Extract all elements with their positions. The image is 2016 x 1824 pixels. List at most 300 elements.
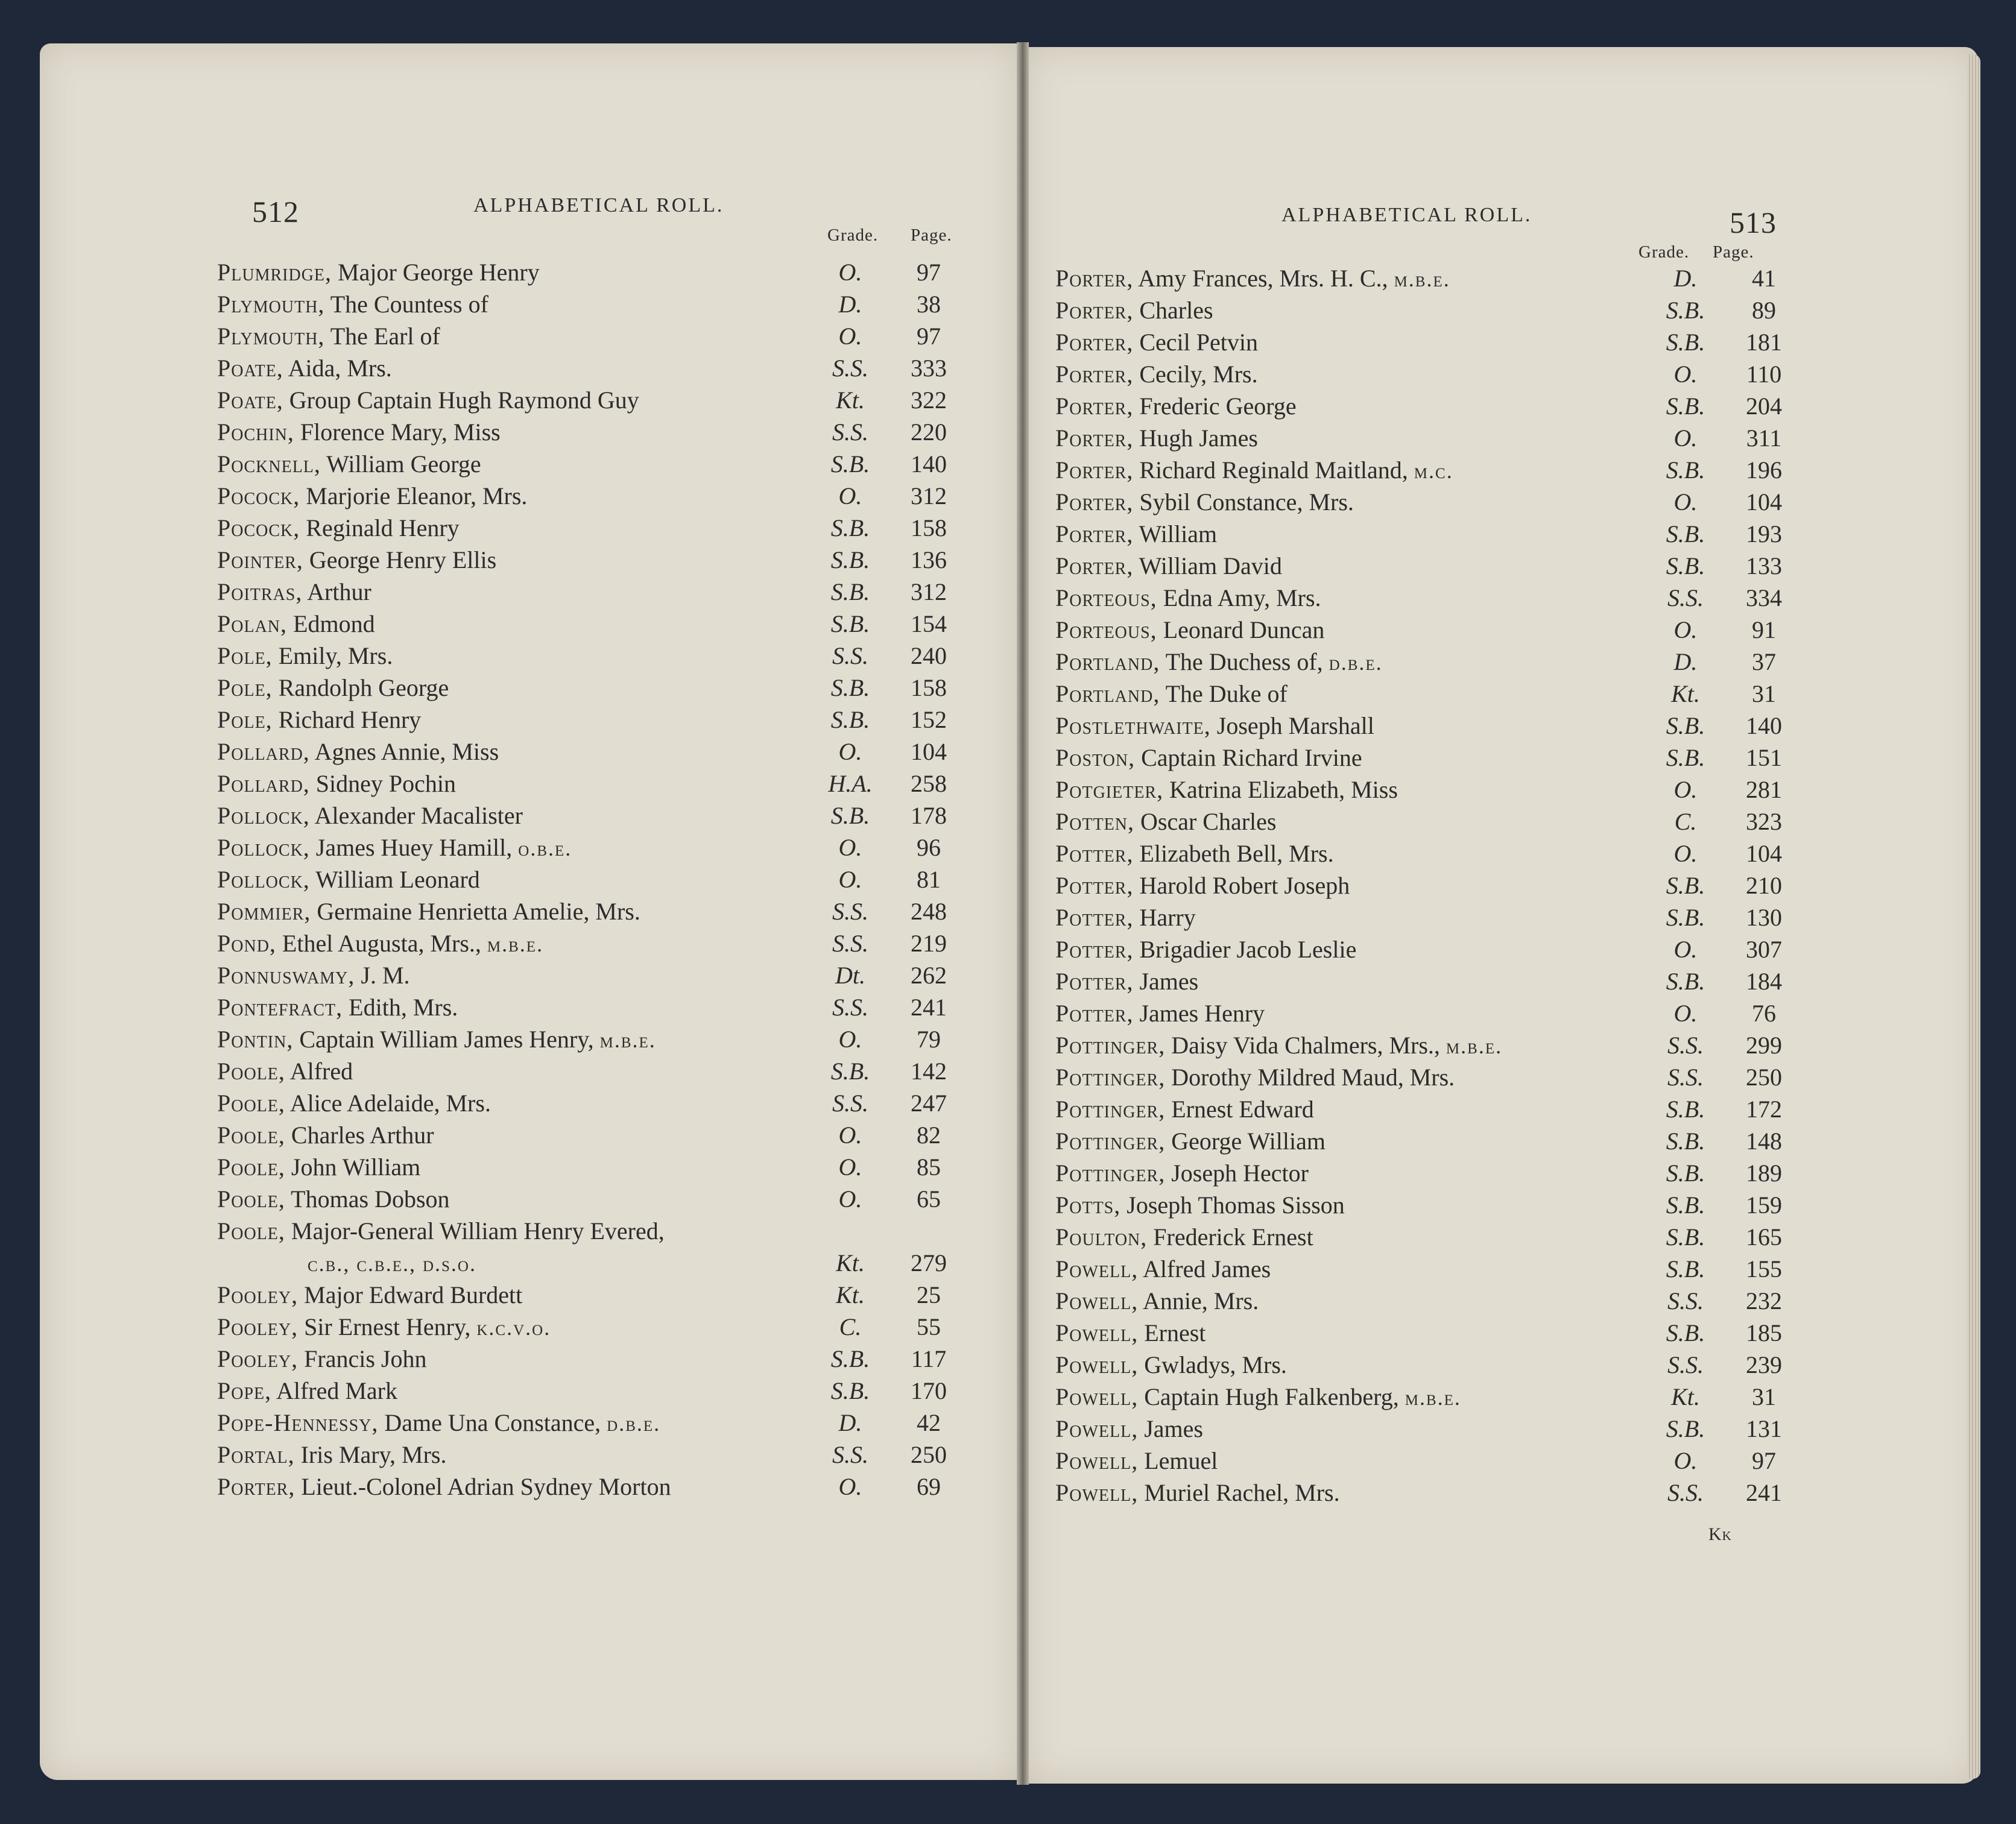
entry-surname: Pope-Hennessy, [217,1409,379,1436]
entry-given-names: Dorothy Mildred Maud, Mrs. [1165,1064,1455,1091]
entry-name [1055,869,1350,903]
entry-page: 81 [917,866,941,893]
page-edges [1967,54,1980,1779]
entry-page: 240 [911,642,947,669]
roll-entry [217,480,983,512]
entry-surname: Pollock, [217,866,310,893]
entry-name [1055,1189,1345,1222]
entry-surname: Polan, [217,610,288,637]
entry-honours: m.b.e. [487,932,544,956]
entry-page: 158 [911,514,947,541]
entry-page: 250 [1746,1064,1782,1091]
entry-grade: D. [838,1409,862,1436]
entry-page: 151 [1746,744,1782,771]
roll-entry [217,384,983,416]
entry-surname: Poston, [1055,744,1136,771]
entry-grade: S.B. [830,1058,870,1085]
entry-surname: Pochin, [217,418,294,446]
entry-given-names: Frederic George [1133,393,1297,420]
entry-given-names: Captain Hugh Falkenberg, [1138,1383,1405,1410]
entry-grade: O. [838,1026,862,1053]
entry-surname: Powell, [1055,1479,1139,1506]
entry-page: 42 [917,1409,941,1436]
entry-given-names: The Countess of [324,291,488,318]
roll-entry [1055,454,1821,486]
entry-grade: Kt. [1671,680,1700,707]
entry-page: 262 [911,962,947,989]
entry-grade: O. [1673,776,1698,803]
entry-surname: Poole, [217,1058,285,1085]
entry-surname: Pooley, [217,1281,299,1308]
entry-surname: Powell, [1055,1383,1139,1410]
entry-given-names: Amy Frances, Mrs. H. C., [1133,265,1394,292]
entry-given-names: Aida, Mrs. [283,355,392,382]
roll-entry [217,320,983,352]
entry-given-names: Annie, Mrs. [1138,1287,1259,1314]
entry-given-names: Alexander Macalister [309,802,523,829]
entry-surname: Pottinger, [1055,1096,1166,1123]
entry-name [217,544,496,577]
entry-surname: Plymouth, [217,291,325,318]
entry-given-names: The Duke of [1160,680,1288,707]
entry-given-names: Richard Henry [272,706,422,733]
entry-name [1055,550,1282,583]
entry-page: 104 [911,738,947,765]
entry-given-names: Cecily, Mrs. [1133,361,1258,388]
entry-honours: m.b.e. [1394,267,1450,291]
roll-entry [1055,774,1821,806]
entry-honours: d.b.e. [1329,651,1383,675]
entry-grade: S.S. [832,642,868,669]
entry-given-names: Major George Henry [332,259,540,286]
entry-surname: Pooley, [217,1345,299,1372]
entry-page: 189 [1746,1160,1782,1187]
entry-grade: Kt. [836,387,865,414]
entry-name [217,1279,522,1312]
entry-page: 311 [1746,424,1782,452]
entry-name [1055,518,1217,551]
entry-surname: Porter, [1055,424,1134,452]
entry-given-names: Group Captain Hugh Raymond Guy [283,387,639,414]
entry-page: 25 [917,1281,941,1308]
entry-grade: S.B. [1666,552,1705,579]
signature-mark: Kk [1708,1524,1732,1544]
entry-grade: O. [1673,616,1698,643]
entry-given-names: Alice Adelaide, Mrs. [285,1090,491,1117]
roll-entry [217,352,983,384]
page-number: 512 [252,195,299,229]
entry-grade: D. [1673,648,1698,675]
entry-grade: O. [838,1185,862,1213]
entry-name [308,1247,476,1280]
entry-surname: Potter, [1055,1000,1134,1027]
entry-name [217,1407,660,1440]
entry-surname: Powell, [1055,1255,1139,1283]
entry-grade: S.B. [1666,297,1705,324]
entry-given-names: Captain William James Henry, [293,1026,600,1053]
entry-page: 142 [911,1058,947,1085]
entry-grade: H.A. [828,770,873,797]
entry-given-names: Sir Ernest Henry, [298,1313,477,1340]
entry-surname: Powell, [1055,1447,1139,1474]
entry-given-names: Sybil Constance, Mrs. [1133,488,1354,516]
entry-given-names: J. M. [355,962,410,989]
roll-entry [1055,1157,1821,1189]
entry-given-names: Brigadier Jacob Leslie [1133,936,1357,963]
entry-given-names: Lemuel [1138,1447,1218,1474]
entry-page: 248 [911,898,947,925]
entry-name [1055,1413,1203,1446]
entry-page: 333 [911,355,947,382]
entry-grade: S.S. [832,418,868,446]
entry-name [1055,774,1398,807]
roll-entry [217,1151,983,1183]
entry-name [1055,678,1288,711]
entry-grade: O. [1673,1447,1698,1474]
entry-surname: Pooley, [217,1313,299,1340]
entry-name [217,1151,420,1184]
entry-given-names: Ernest [1138,1319,1206,1346]
entry-page: 184 [1746,968,1782,995]
entry-grade: S.B. [830,1345,870,1372]
entry-grade: S.B. [1666,1415,1705,1442]
entry-given-names: William Leonard [309,866,480,893]
entry-page: 258 [911,770,947,797]
roll-entry [217,448,983,480]
entry-grade: S.B. [1666,520,1705,548]
entry-given-names: The Duchess of, [1160,648,1329,675]
entry-page: 210 [1746,872,1782,899]
entry-name [217,512,460,545]
entry-grade: S.S. [832,898,868,925]
entry-given-names: Cecil Petvin [1133,329,1258,356]
entry-given-names: Harold Robert Joseph [1133,872,1350,899]
roll-entry [1055,358,1821,390]
entry-page: 37 [1752,648,1776,675]
entry-grade: S.B. [1666,456,1705,484]
roll-entry [217,832,983,863]
page-number: 513 [1730,206,1777,239]
roll-entry [217,256,983,288]
entry-surname: Porter, [217,1473,295,1500]
entry-surname: Pollard, [217,770,310,797]
entry-given-names: Leonard Duncan [1157,616,1325,643]
entry-grade: O. [838,738,862,765]
entry-given-names: Iris Mary, Mrs. [294,1441,447,1468]
entry-name [1055,933,1356,967]
entry-name [217,256,540,289]
entry-surname: Plymouth, [217,323,325,350]
entry-name [1055,1253,1271,1286]
entry-surname: Potter, [1055,968,1134,995]
entry-page: 312 [911,482,947,510]
entry-page: 281 [1746,776,1782,803]
entry-surname: Porter, [1055,393,1134,420]
roll-entry [217,1055,983,1087]
entry-honours: o.b.e. [518,836,572,860]
roll-entry [217,768,983,800]
entry-grade: S.B. [830,706,870,733]
entry-page: 41 [1752,265,1776,292]
entry-surname: Poole, [217,1185,285,1213]
roll-entry [1055,869,1821,901]
entry-surname: Pontefract, [217,994,343,1021]
entry-name [1055,806,1276,839]
entry-surname: Pontin, [217,1026,294,1053]
entry-grade: Kt. [836,1281,865,1308]
entry-surname: Poitras, [217,578,303,605]
entry-surname: Powell, [1055,1319,1139,1346]
entry-surname: Pottinger, [1055,1128,1166,1155]
roll-entry [217,736,983,768]
roll-entry [1055,1061,1821,1093]
entry-grade: D. [1673,265,1698,292]
entry-page: 76 [1752,1000,1776,1027]
roll-entry [217,863,983,895]
entry-grade: Dt. [835,962,865,989]
entry-given-names: Major-General William Henry Evered, [285,1217,665,1245]
entry-surname: Powell, [1055,1351,1139,1378]
entry-name [217,416,501,449]
entry-given-names: Elizabeth Bell, Mrs. [1133,840,1334,867]
entry-grade: S.B. [1666,744,1705,771]
entry-name [217,608,375,641]
entry-given-names: James Huey Hamill, [309,834,519,861]
entry-grade: S.B. [1666,1128,1705,1155]
entry-given-names: Lieut.-Colonel Adrian Sydney Morton [295,1473,671,1500]
entry-surname: Plumridge, [217,259,332,286]
entry-grade: Kt. [1671,1383,1700,1410]
entry-page: 299 [1746,1032,1782,1059]
entry-given-names: Joseph Marshall [1210,712,1374,739]
roll-entry [217,672,983,704]
roll-entry [1055,1445,1821,1477]
entry-name [1055,1445,1218,1478]
entry-name [217,352,392,385]
entry-name [1055,1029,1502,1062]
roll-entry [217,1375,983,1407]
entry-given-names: Alfred Mark [271,1377,397,1404]
roll-entry [1055,1253,1821,1285]
entry-page: 82 [917,1122,941,1149]
entry-name [1055,454,1453,487]
entry-page: 193 [1746,520,1782,548]
entry-page: 79 [917,1026,941,1053]
entry-grade: D. [838,291,862,318]
entry-name [217,1439,446,1472]
entry-grade: O. [1673,361,1698,388]
roll-entry [1055,933,1821,965]
entry-name [217,991,458,1024]
roll-entry [1055,1477,1821,1509]
roll-entry [1055,1317,1821,1349]
entry-given-names: John William [285,1153,421,1181]
roll-entry [1055,390,1821,422]
entry-surname: Porter, [1055,520,1134,548]
entry-page: 97 [917,323,941,350]
entry-surname: Postlethwaite, [1055,712,1211,739]
entry-grade: S.S. [1667,1064,1704,1091]
entry-surname: Potgieter, [1055,776,1164,803]
entry-page: 131 [1746,1415,1782,1442]
entry-page: 89 [1752,297,1776,324]
entry-name [1055,901,1196,935]
roll-entry [217,288,983,320]
entry-given-names: Edith, Mrs. [343,994,458,1021]
entry-page: 104 [1746,840,1782,867]
entry-given-names: Randolph George [272,674,449,701]
entry-surname: Potts, [1055,1191,1121,1219]
roll-entry [217,1119,983,1151]
entry-page: 97 [917,259,941,286]
entry-page: 140 [1746,712,1782,739]
entry-grade: S.B. [1666,1223,1705,1251]
entry-page: 31 [1752,680,1776,707]
page-column-header: Page. [1713,242,1754,262]
roll-entries [1055,262,1821,1509]
entry-name [217,640,393,673]
entry-name [1055,294,1213,327]
entry-given-names: Ethel Augusta, Mrs., [276,930,487,957]
entry-page: 140 [911,450,947,478]
entry-grade: S.B. [1666,1319,1705,1346]
entry-given-names: Germaine Henrietta Amelie, Mrs. [311,898,640,925]
roll-entry [217,416,983,448]
entry-surname: Poole, [217,1153,285,1181]
entry-page: 38 [917,291,941,318]
entry-name [1055,1349,1287,1382]
roll-entry [1055,806,1821,838]
entry-grade: S.S. [1667,1032,1704,1059]
entry-grade: O. [838,323,862,350]
entry-page: 178 [911,802,947,829]
entry-name [217,288,488,321]
running-head: ALPHABETICAL ROLL. [473,194,724,216]
roll-entry [217,512,983,544]
entry-surname: Potter, [1055,840,1134,867]
entry-given-names: James Henry [1133,1000,1265,1027]
entry-name [1055,1285,1259,1318]
entry-grade: O. [838,1473,862,1500]
entry-grade: S.B. [1666,1160,1705,1187]
entry-surname: Poole, [217,1090,285,1117]
entry-grade: S.S. [832,994,868,1021]
entry-surname: Poate, [217,355,283,382]
entry-page: 323 [1746,808,1782,835]
roll-entry [217,959,983,991]
roll-entry [1055,1125,1821,1157]
entry-page: 250 [911,1441,947,1468]
entry-name [217,1215,665,1248]
entry-grade: O. [1673,1000,1698,1027]
entry-surname: Porteous, [1055,616,1157,643]
entry-page: 241 [1746,1479,1782,1506]
roll-entry [217,1087,983,1119]
entry-name [1055,582,1321,615]
entry-page: 91 [1752,616,1776,643]
entry-name [217,1343,426,1376]
entry-grade: S.B. [830,514,870,541]
entry-page: 159 [1746,1191,1782,1219]
entry-page: 155 [1746,1255,1782,1283]
entry-honours: m.b.e. [1446,1034,1503,1058]
entry-page: 232 [1746,1287,1782,1314]
entry-surname: Ponnuswamy, [217,962,355,989]
entry-grade: O. [838,1122,862,1149]
entry-surname: Pole, [217,706,273,733]
entry-given-names: Joseph Thomas Sisson [1120,1191,1345,1219]
entry-given-names: William George [320,450,481,478]
entry-name [217,895,640,929]
entry-given-names: Harry [1133,904,1196,931]
entry-grade: S.B. [830,802,870,829]
entry-page: 241 [911,994,947,1021]
roll-entry [217,895,983,927]
entry-grade: S.B. [830,450,870,478]
entry-name [1055,1157,1309,1190]
grade-column-header: Grade. [827,226,879,245]
entry-given-names: George William [1165,1128,1326,1155]
entry-page: 97 [1752,1447,1776,1474]
roll-entry [217,1215,983,1247]
entry-surname: Potter, [1055,936,1134,963]
entry-name [1055,326,1258,359]
entry-grade: S.B. [1666,712,1705,739]
entry-grade: S.B. [830,674,870,701]
roll-entry [217,704,983,736]
roll-entry [217,1311,983,1343]
entry-grade: S.B. [1666,329,1705,356]
entry-surname: Pollock, [217,834,310,861]
entry-name [217,576,371,609]
entry-name [1055,742,1362,775]
entry-surname: Pocock, [217,482,300,510]
entry-grade: O. [838,866,862,893]
entry-name [217,1023,656,1056]
entry-given-names: Emily, Mrs. [272,642,393,669]
roll-entry [1055,326,1821,358]
roll-entry [217,1471,983,1503]
entry-surname: Porter, [1055,488,1134,516]
entry-grade: S.B. [1666,1096,1705,1123]
roll-entry [1055,1189,1821,1221]
entry-given-names: Charles [1133,297,1213,324]
entry-given-names: Reginald Henry [300,514,460,541]
entry-name [1055,997,1265,1030]
roll-entry [1055,1381,1821,1413]
entry-name [1055,710,1374,743]
entry-name [1055,390,1297,423]
entry-name [217,863,480,897]
roll-entry [1055,646,1821,678]
entry-name [217,832,572,865]
entry-given-names: Major Edward Burdett [298,1281,523,1308]
entry-name [217,736,499,769]
roll-entry [1055,582,1821,614]
entry-honours: m.b.e. [1405,1386,1461,1410]
entry-page: 170 [911,1377,947,1404]
entry-page: 181 [1746,329,1782,356]
entry-name [1055,838,1334,871]
roll-entry [1055,678,1821,710]
entry-surname: Pole, [217,674,273,701]
entry-page: 154 [911,610,947,637]
entry-name [217,1311,551,1344]
entry-name [1055,1125,1326,1158]
entry-name [217,959,410,992]
entry-surname: Porter, [1055,265,1134,292]
roll-entry [217,991,983,1023]
